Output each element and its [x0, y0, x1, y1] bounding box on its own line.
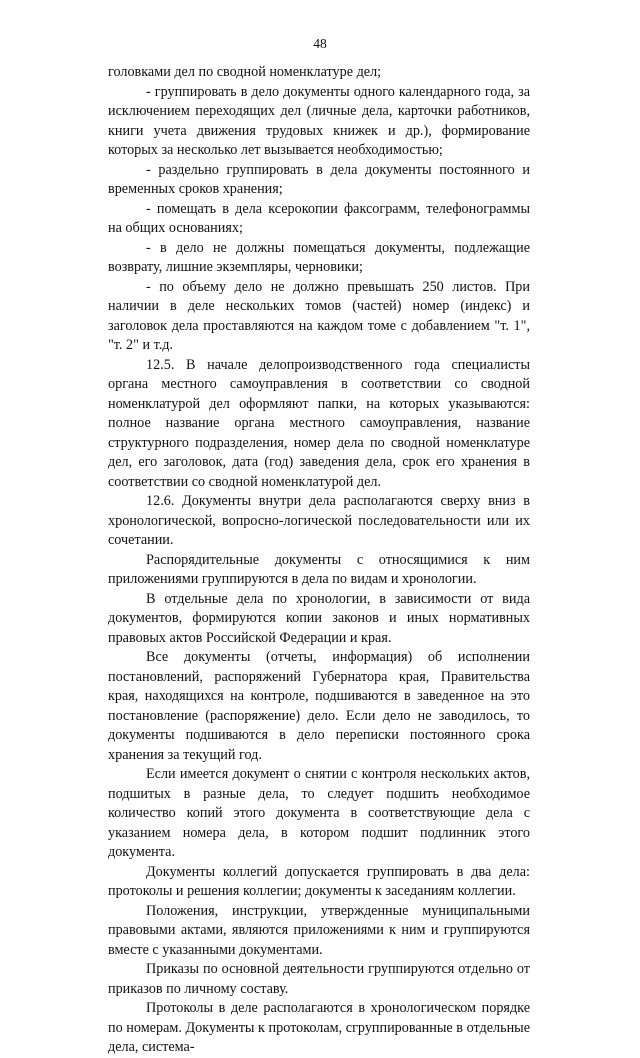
page-number: 48 — [313, 36, 327, 51]
paragraph-regulations: Положения, инструкции, утвержденные муниципальными правовыми актами, являются приложениями к ним и группируются вместе с указанными документами. — [108, 902, 530, 958]
paragraph-rule-no-drafts: - в дело не должны помещаться документы, подлежащие возврату, лишние экземпляры, черновики; — [108, 239, 530, 275]
paragraph-board-documents: Документы коллегий допускается группировать в два дела: протоколы и решения коллегии; документы к заседаниям коллегии. — [108, 863, 530, 899]
paragraph-law-copies: В отдельные дела по хронологии, в зависимости от вида документов, формируются копии законов и иных нормативных правовых актов Российской Федерации и края. — [108, 590, 530, 646]
paragraph-main-orders: Приказы по основной деятельности группируются отдельно от приказов по личному составу. — [108, 961, 530, 997]
paragraph-rule-separate-storage: - раздельно группировать в дела документы постоянного и временных сроков хранения; — [108, 161, 530, 197]
paragraph-rule-group-by-year: - группировать в дело документы одного календарного года, за исключением переходящих дел (личные дела, карточки работников, книги учета движения трудовых книжек и др.), формирование которых за несколько лет вызывается необходимостью; — [108, 83, 530, 158]
paragraph-section-12-6: 12.6. Документы внутри дела располагаются сверху вниз в хронологической, вопросно-логической последовательности или их сочетании. — [108, 493, 530, 548]
paragraph-orders-grouping: Распорядительные документы с относящимися к ним приложениями группируются в дела по видам и хронологии. — [108, 551, 530, 587]
paragraph-section-12-5: 12.5. В начале делопроизводственного года специалисты органа местного самоуправления в соответствии со сводной номенклатурой дел оформляют папки, на которых указываются: полное название органа местного самоуправления, название структурного подразделения, номер дела по сводной номенклатуре дел, его заголовок, дата (год) заведения дела, срок его хранения в соответствии со сводной номенклатурой дел. — [108, 356, 530, 490]
paragraph-execution-reports: Все документы (отчеты, информация) об исполнении постановлений, распоряжений Губернатора края, Правительства края, находящихся на контроле, подшиваются в заведенное на это постановление (распоряжение) дело. Если дело не заводилось, то документы подшиваются в дело переписки постоянного срока хранения за текущий год. — [108, 649, 530, 763]
page-body — [108, 63, 530, 1058]
paragraph-control-removal: Если имеется документ о снятии с контроля нескольких актов, подшитых в разные дела, то следует подшить необходимое количество копий этого документа в соответствующие дела с указанием номера дела, в котором подшит подлинник этого документа. — [108, 766, 530, 860]
paragraph-continuation: головками дел по сводной номенклатуре дел; — [108, 64, 382, 80]
paragraph-protocols: Протоколы в деле располагаются в хронологическом порядке по номерам. Документы к протоколам, сгруппированные в отдельные дела, система- — [108, 1000, 530, 1055]
paragraph-rule-max-sheets: - по объему дело не должно превышать 250 листов. При наличии в деле нескольких томов (частей) номер (индекс) и заголовок дела проставляются на каждом томе с добавлением "т. 1", "т. 2" и т.д. — [108, 278, 530, 353]
paragraph-rule-fax-copies: - помещать в дела ксерокопии факсограмм, телефонограммы на общих основаниях; — [108, 200, 530, 236]
